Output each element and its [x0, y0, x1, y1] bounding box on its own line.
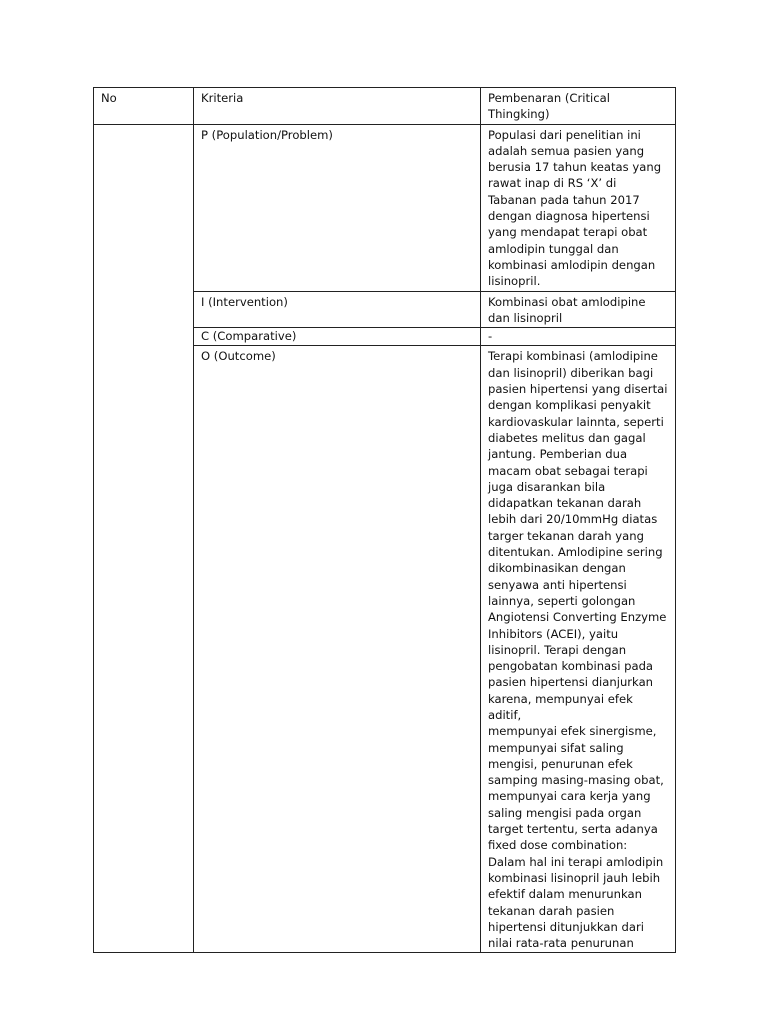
- pembenaran-cell: Populasi dari penelitian ini adalah semua pasien yang berusia 17 tahun keatas yang rawat inap di RS ‘X’ di Tabanan pada tahun 2017 dengan diagnosa hipertensi yang mendapat terapi obat amlodipin tunggal dan kombinasi amlodipin dengan lisinopril.: [481, 124, 676, 291]
- table-row: [94, 124, 676, 291]
- header-kriteria: Kriteria: [194, 88, 481, 125]
- pico-table: [93, 87, 676, 953]
- pembenaran-cell: Terapi kombinasi (amlodipine dan lisinopril) diberikan bagi pasien hipertensi yang disertai dengan komplikasi penyakit kardiovaskular lainnta, seperti diabetes melitus dan gagal jantung. Pemberian dua macam obat sebagai terapi juga disarankan bila didapatkan tekanan darah lebih dari 20/10mmHg diatas targer tekanan darah yang ditentukan. Amlodipine sering dikombinasikan dengan senyawa anti hipertensi lainnya, seperti golongan Angiotensi Converting Enzyme Inhibitors (ACEI), yaitu lisinopril. Terapi dengan pengobatan kombinasi pada pasien hipertensi dianjurkan karena, mempunyai efek aditif, mempunyai efek sinergisme, mempunyai sifat saling mengisi, penurunan efek samping masing-masing obat, mempunyai cara kerja yang saling mengisi pada organ target tertentu, serta adanya fixed dose combination: Dalam hal ini terapi amlodipin kombinasi lisinopril jauh lebih efektif dalam menurunkan tekanan darah pasien hipertensi ditunjukkan dari nilai rata-rata penurunan: [481, 346, 676, 953]
- header-no: No: [94, 88, 194, 125]
- kriteria-cell: I (Intervention): [194, 291, 481, 328]
- header-pembenaran: Pembenaran (Critical Thingking): [481, 88, 676, 125]
- kriteria-cell: O (Outcome): [194, 346, 481, 953]
- pembenaran-cell: Kombinasi obat amlodipine dan lisinopril: [481, 291, 676, 328]
- table-header-row: [94, 88, 676, 125]
- kriteria-cell: C (Comparative): [194, 328, 481, 346]
- kriteria-cell: P (Population/Problem): [194, 124, 481, 291]
- pembenaran-cell: -: [481, 328, 676, 346]
- no-cell: [94, 124, 194, 953]
